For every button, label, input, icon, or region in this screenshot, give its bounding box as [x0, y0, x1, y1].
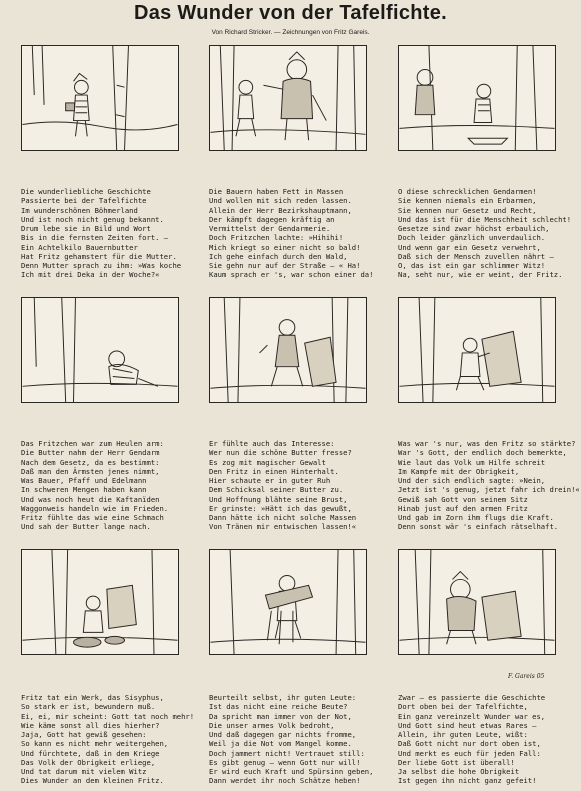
illustration-8-boy-carrying-loot [209, 549, 367, 655]
verse-8: Beurteilt selbst, ihr guten Leute: Ist das nicht eine reiche Beute? Da spricht man immer von der Not, Die unser armes Volk bedroht, Und daß dagegen gar nichts fromme, Weil ja die Not vom Mangel komme. Doch jammert nicht! Vertrauet still: Es gibt genug — wenn Gott nur will! Er wird euch Kraft und Spürsinn geben, Dann werdet ihr noch Schätze heben! [209, 693, 374, 786]
artist-signature: F. Gareis 05 [508, 673, 545, 680]
verse-2: Die Bauern haben Fett in Massen Und wollen mit sich reden lassen. Allein der Herr Bezirkshauptmann, Der kämpft dagegen kräftig an Vermittelst der Gendarmerie. Doch Fritzchen lachte: »Hihihi! Mich kriegt so einer nicht so bald! Ich gehe einfach durch den Wald, Sie gehn nur auf der Straße — « Ha! Kaum sprach er 's, war schon einer da! [209, 187, 374, 280]
verse-5: Er fühlte auch das Interesse: Wer nun die schöne Butter fresse? Es zog mit magischer Gewalt Den Fritz in einen Hinterhalt. Hier schaute er in guter Ruh Dem Schicksal seiner Butter zu. Und Hoffnung blähte seine Brust, Er grinste: »Hätt ich das gewußt, Dann hätte ich nicht solche Massen Von Tränen mir entwischen lassen!« [209, 439, 357, 532]
illustration-3-boy-weeping [398, 45, 556, 151]
verse-7: Fritz tat ein Werk, das Sisyphus, So stark er ist, bewundern muß. Ei, ei, mir scheint: Gott tat noch mehr! Wie käme sonst all dies hierher? Jaja, Gott hat gewiß gesehen: So kann es nicht mehr weitergehen, Und fürchtete, daß in dem Kriege Das Volk der Obrigkeit erliege, Und tat darum mit vielem Witz Dies Wunder an dem kleinen Fritz. [21, 693, 195, 786]
illustration-6-boy-pushing-stone [398, 297, 556, 403]
illustration-4-boy-on-ground [21, 297, 179, 403]
verse-6: Was war 's nur, was den Fritz so stärkte? War 's Gott, der endlich doch bemerkte, Wie laut das Volk um Hilfe schreit Im Kampfe mit der Obrigkeit, Und der sich endlich sagte: »Nein, Jetzt ist 's genug, jetzt fahr ich drein!« Gewiß sah Gott von seinem Sitz Hinab just auf den armen Fritz Und gab im Zorn ihm flugs die Kraft. Denn sonst wär 's einfach rätselhaft. [398, 439, 580, 532]
illustration-2-gendarme-scolds-boy [209, 45, 367, 151]
verse-1: Die wunderliebliche Geschichte Passierte bei der Tafelfichte Im wunderschönen Böhmerland Und ist noch nicht genug bekannt. Drum lebe sie in Bild und Wort Bis in die fernsten Zeiten fort. — Ein Achtelkilo Bauernbutter Hat Fritz gehamstert für die Mutter. Denn Mutter sprach zu ihm: »Was koche Ich mit drei Deka in der Woche?« [21, 187, 182, 280]
page-title: Das Wunder von der Tafelfichte. [133, 2, 448, 24]
byline: Von Richard Stricker. — Zeichnungen von Fritz Gareis. [211, 29, 370, 36]
illustration-9-gendarme-with-stone [398, 549, 556, 655]
verse-9: Zwar — es passierte die Geschichte Dort oben bei der Tafelfichte, Ein ganz vereinzelt Wunder war es, Und Gott sind heut etwas Rares — Allein, ihr guten Leute, wißt: Daß Gott nicht nur dort oben ist, Und merkt es euch für jeden Fall: Der liebe Gott ist überall! Ja selbst die hohe Obrigkeit Ist gegen ihn nicht ganz gefeit! [398, 693, 546, 786]
illustration-5-boy-lifting-rock [209, 297, 367, 403]
illustration-1-boy-with-butter [21, 45, 179, 151]
illustration-7-boy-finds-treasure [21, 549, 179, 655]
verse-4: Das Fritzchen war zum Heulen arm: Die Butter nahm der Herr Gendarm Nach dem Gesetz, da es bestimmt: Daß man den Ärmsten jenes nimmt, Was Bauer, Pfaff und Edelmann In schweren Mengen haben kann Und was noch heut die Kaftanïden Waggonweis handeln wie im Frieden. Fritz fühlte das wie eine Schmach Und sah der Butter lange nach. [21, 439, 169, 532]
verse-3: O diese schrecklichen Gendarmen! Sie kennen niemals ein Erbarmen, Sie kennen nur Gesetz und Recht, Und das ist für die Menschheit schlecht! Gesetze sind zwar höchst erbaulich, Doch leider gänzlich unverdaulich. Und wenn gar ein Gesetz verwehrt, Daß sich der Mensch zuvellen nährt — O, das ist ein gar schlimmer Witz! Na, seht nur, wie er weint, der Fritz. [398, 187, 572, 280]
